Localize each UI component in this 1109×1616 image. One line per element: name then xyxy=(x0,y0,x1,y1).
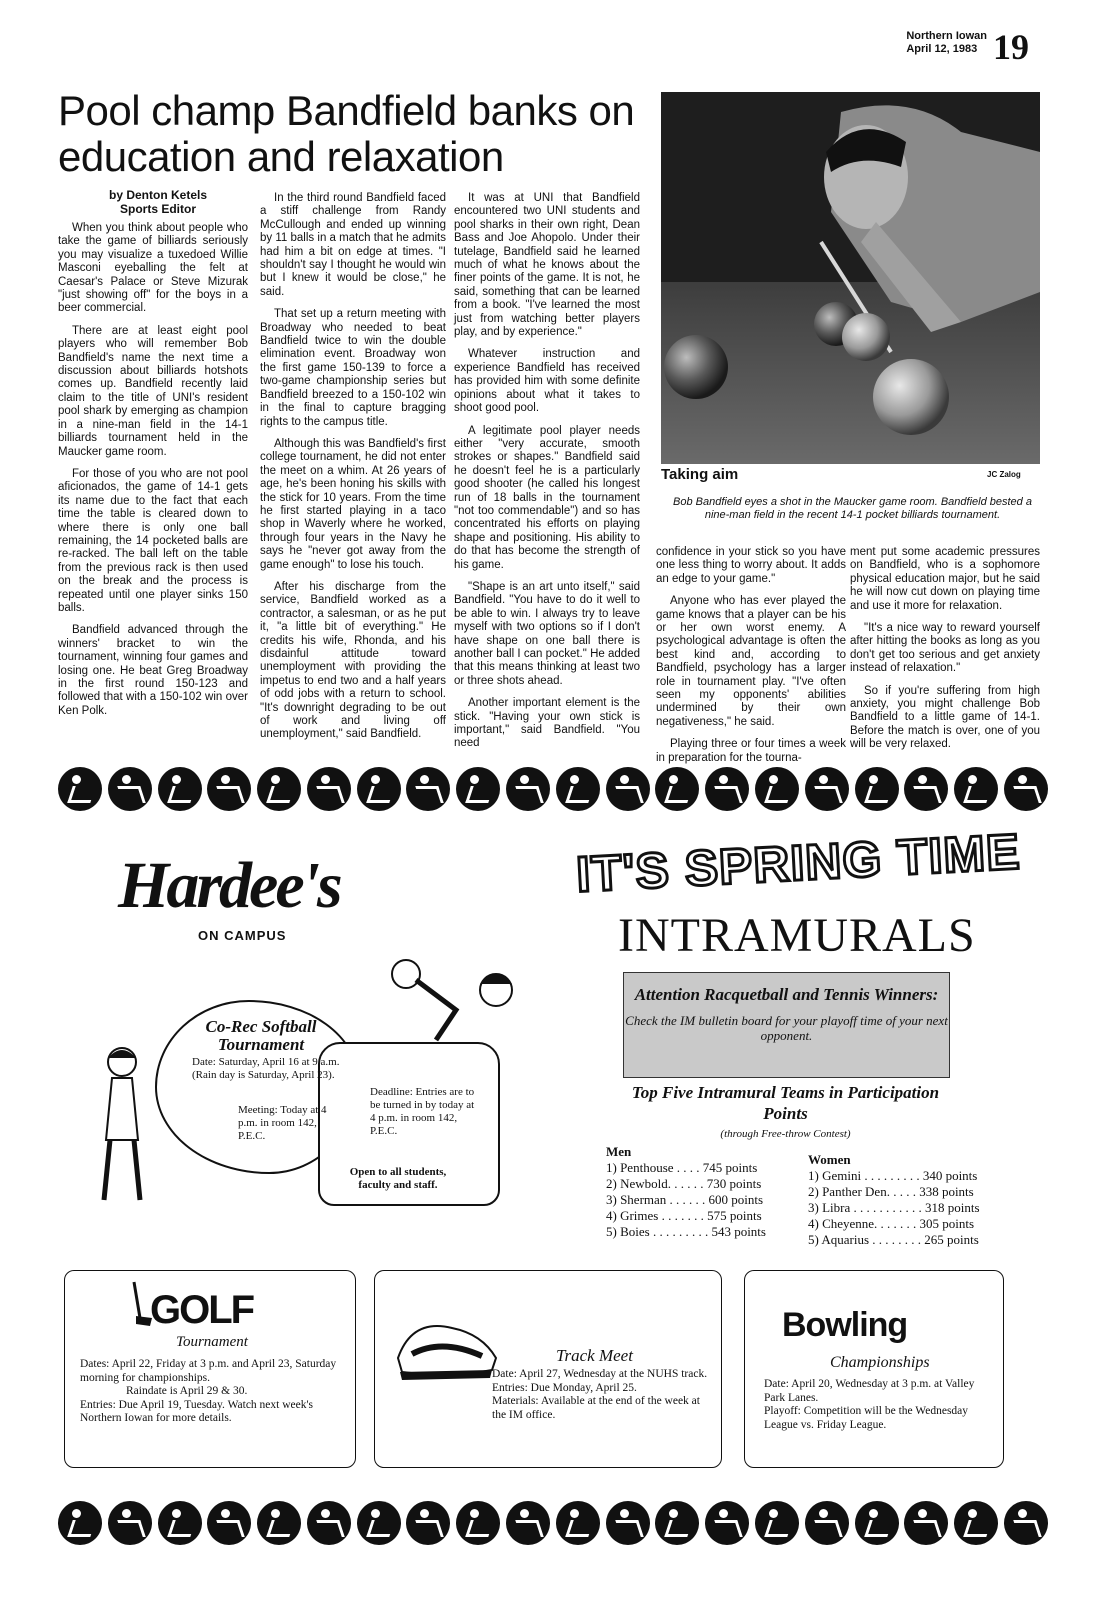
sport-icon xyxy=(606,767,650,811)
sport-icon xyxy=(755,1501,799,1545)
article-column-2 xyxy=(260,192,446,751)
golf-title: GOLF xyxy=(150,1288,254,1332)
sport-icon xyxy=(108,767,152,811)
paragraph: "It's a nice way to reward yourself after hitting the books as long as you don't get too serious and get anxiety instead of relaxation." xyxy=(850,622,1040,675)
sport-icon xyxy=(158,1501,202,1545)
sport-icon xyxy=(904,767,948,811)
sport-icon xyxy=(855,1501,899,1545)
sport-icon xyxy=(606,1501,650,1545)
golf-raindate: Raindate is April 29 & 30. xyxy=(126,1385,248,1397)
sport-icon xyxy=(58,1501,102,1545)
billiards-player-image xyxy=(661,92,1040,464)
byline-name: by Denton Ketels xyxy=(108,188,207,202)
golf-entries: Entries: Due April 19, Tuesday. Watch next week's Northern Iowan for more details. xyxy=(80,1398,314,1424)
sport-icon xyxy=(257,1501,301,1545)
notice-heading: Attention Racquetball and Tennis Winners: xyxy=(634,985,939,1004)
golf-details xyxy=(80,1358,342,1426)
sport-icon xyxy=(556,1501,600,1545)
sport-icon xyxy=(456,1501,500,1545)
bowling-details xyxy=(764,1378,990,1432)
paragraph: So if you're suffering from high anxiety, you might challenge Bob Bandfield to a little game of 14-1. Before the match is over, one of you will be very relaxed. xyxy=(850,684,1040,751)
racquetball-notice xyxy=(623,972,950,1078)
standing-row: 5) Aquarius . . . . . . . . 265 points xyxy=(808,1232,979,1247)
softball-title: Co-Rec Softball Tournament xyxy=(205,1017,317,1054)
sports-icon-strip-bottom xyxy=(58,1492,1048,1554)
top-five-subtitle: (through Free-throw Contest) xyxy=(720,1128,851,1140)
sport-icon xyxy=(805,767,849,811)
standing-row: 4) Cheyenne. . . . . . . 305 points xyxy=(808,1216,975,1231)
paper-name: Northern Iowan xyxy=(906,30,987,42)
top-five-title: Top Five Intramural Teams in Participation Points xyxy=(631,1083,940,1123)
sport-icon xyxy=(307,767,351,811)
standing-row: 3) Libra . . . . . . . . . . . 318 points xyxy=(808,1200,980,1215)
paragraph: That set up a return meeting with Broadway who needed to beat Bandfield twice to win the double elimination event. Broadway won the first game 150-139 to force a two-game championship series but Bandfield breezed to a 150-102 win in the final to capture bragging rights to the campus title. xyxy=(260,308,446,428)
sport-icon xyxy=(1004,767,1048,811)
sport-icon xyxy=(257,767,301,811)
softball-deadline: Deadline: Entries are to be turned in by today at 4 p.m. in room 142, P.E.C. xyxy=(370,1086,475,1137)
sport-icon xyxy=(207,767,251,811)
sport-icon xyxy=(556,767,600,811)
photo-credit: JC Zalog xyxy=(987,470,1021,479)
bowling-title: Bowling xyxy=(782,1306,908,1344)
paragraph: It was at UNI that Bandfield encountered two UNI students and pool sharks in their own right, Dean Bass and Joe Ahopolo. Under their tutelage, Bandfield said he learned much of what he knows about the finer points of the game. It is not, he said, something that can be learned from a book. "I've learned the most just from watching better players play, and by experience." xyxy=(454,192,640,339)
paragraph: When you think about people who take the game of billiards seriously you may visualize a tuxedoed Willie Masconi eyeballing the felt at Caesar's Palace or Steve Mizurak "just showing off" for the boys in a beer commercial. xyxy=(58,222,248,315)
standing-row: 2) Newbold. . . . . . 730 points xyxy=(606,1176,762,1191)
hardees-logo: Hardee's xyxy=(118,849,340,922)
sport-icon xyxy=(506,1501,550,1545)
photo-caption: Bob Bandfield eyes a shot in the Maucker game room. Bandfield bested a nine-man field in the recent 14-1 pocket billiards tournament. xyxy=(673,496,1032,521)
track-entries: Entries: Due Monday, April 25. xyxy=(492,1381,637,1394)
billiards-photo xyxy=(661,92,1040,464)
sport-icon xyxy=(108,1501,152,1545)
paragraph: ment put some academic pressures on Bandfield, who is a sophomore physical education major, but he said he will now cut down on playing time and use it more for relaxation. xyxy=(850,546,1040,612)
softball-meeting: Meeting: Today at 4 p.m. in room 142, P.E.C. xyxy=(238,1104,327,1142)
article-column-1 xyxy=(58,222,248,727)
men-label: Men xyxy=(606,1144,632,1159)
golf-dates: Dates: April 22, Friday at 3 p.m. and April 23, Saturday morning for championships. xyxy=(80,1358,337,1384)
standing-row: 3) Sherman . . . . . . 600 points xyxy=(606,1192,764,1207)
women-standings xyxy=(808,1152,998,1248)
headline: Pool champ Bandfield banks on education and relaxation xyxy=(58,87,635,180)
softball-player-icon xyxy=(92,1040,152,1210)
article-column-3 xyxy=(454,192,640,760)
paragraph: Whatever instruction and experience Bandfield has received has provided him with some definite opinions about what it takes to shoot good pool. xyxy=(454,348,640,415)
sport-icon xyxy=(307,1501,351,1545)
standing-row: 4) Grimes . . . . . . . 575 points xyxy=(606,1208,762,1223)
photo-title: Taking aim xyxy=(661,466,739,483)
paragraph: A legitimate pool player needs either "very accurate, smooth strokes or shapes." Bandfield said he doesn't feel he is a particularly good shooter (he called his longest run of 18 balls in the tournament "not too commendable") and so has concentrated his efforts on playing shape and positioning. His ability to do that has become the strength of his game. xyxy=(454,424,640,571)
softball-date: Date: Saturday, April 16 at 9 a.m. (Rain day is Saturday, April 23). xyxy=(192,1056,340,1081)
paragraph: Bandfield advanced through the winners' bracket to win the tournament, winning four games and losing one. He beat Greg Broadway in the first round 150-123 and followed that with a 150-102 win over Ken Polk. xyxy=(58,624,248,717)
standing-row: 5) Boies . . . . . . . . . 543 points xyxy=(606,1224,766,1239)
issue-date: April 12, 1983 xyxy=(906,43,978,55)
paragraph: "Shape is an art unto itself," said Bandfield. "You have to do it well to be able to win. I always try to leave myself with two options so if I don't have shape on one ball there is another ball I can pocket." He added that this means thinking at least two or three shots ahead. xyxy=(454,580,640,687)
article-column-5 xyxy=(850,546,1040,761)
sport-icon xyxy=(655,1501,699,1545)
sport-icon xyxy=(357,1501,401,1545)
sport-icon xyxy=(506,767,550,811)
spring-time-banner: IT'S SPRING TIME xyxy=(574,823,1022,903)
men-standings xyxy=(606,1144,786,1240)
sport-icon xyxy=(805,1501,849,1545)
sport-icon xyxy=(855,767,899,811)
paragraph: Playing three or four times a week in preparation for the tourna- xyxy=(656,738,846,764)
masthead xyxy=(906,27,1029,67)
byline-title: Sports Editor xyxy=(119,202,196,216)
sport-icon xyxy=(406,767,450,811)
sport-icon xyxy=(755,767,799,811)
page-number: 19 xyxy=(993,27,1029,67)
byline xyxy=(58,188,258,216)
track-materials: Materials: Available at the end of the week at the IM office. xyxy=(492,1395,700,1421)
article-column-4 xyxy=(656,546,846,774)
paragraph: There are at least eight pool players who will remember Bob Bandfield's name the next time a discussion about billiards hotshots comes up. Bandfield recently laid claim to the title of UNI's resident pool shark by emerging as champion in a nine-man field in the 14-1 billiards tournament held in the Maucker game room. xyxy=(58,324,248,458)
paragraph: Another important element is the stick. "Having your own stick is important," said Bandfield. "You need xyxy=(454,697,640,750)
paragraph: For those of you who are not pool aficionados, the game of 14-1 gets its name due to the fact that each time the table is cleared down to where there is only one ball remaining, the 14 pocketed balls are re-racked. The ball left on the table from the previous rack is then used on the break and the process is repeated until one player sinks 150 balls. xyxy=(58,467,248,614)
sport-icon xyxy=(954,767,998,811)
sport-icon xyxy=(357,767,401,811)
women-label: Women xyxy=(808,1152,851,1167)
sport-icon xyxy=(58,767,102,811)
sport-icon xyxy=(158,767,202,811)
sport-icon xyxy=(954,1501,998,1545)
sport-icon xyxy=(705,767,749,811)
sport-icon xyxy=(456,767,500,811)
paragraph: After his discharge from the service, Bandfield worked as a contractor, a salesman, or as he put it, "a little bit of everything." He credits his wife, Rhonda, and his disdainful attitude toward unemployment with providing the impetus to end two and a half years of odd jobs with a return to school. "It's downright degrading to be out of work and living off unemployment," said Bandfield. xyxy=(260,580,446,741)
bowling-date: Date: April 20, Wednesday at 3 p.m. at Valley Park Lanes. xyxy=(764,1378,975,1404)
sport-icon xyxy=(655,767,699,811)
standing-row: 2) Panther Den. . . . . 338 points xyxy=(808,1184,974,1199)
notice-body: Check the IM bulletin board for your playoff time of your next opponent. xyxy=(625,1013,948,1043)
track-title: Track Meet xyxy=(556,1346,633,1365)
standing-row: 1) Gemini . . . . . . . . . 340 points xyxy=(808,1168,978,1183)
paragraph: confidence in your stick so you have one less thing to worry about. It adds an edge to your game." xyxy=(656,546,846,585)
track-details xyxy=(492,1368,712,1422)
track-shoe-icon xyxy=(392,1298,502,1388)
paragraph: Anyone who has ever played the game knows that a player can be his or her own worst enemy. A psychological advantage is often the best kind and, according to Bandfield, psychology has a larger role in tournament play. "I've often seen my opponents' abilities undermined by their own negativeness," he said. xyxy=(656,595,846,728)
golf-subtitle: Tournament xyxy=(176,1334,248,1350)
sport-icon xyxy=(207,1501,251,1545)
track-date: Date: April 27, Wednesday at the NUHS track. xyxy=(492,1368,708,1380)
standing-row: 1) Penthouse . . . . 745 points xyxy=(606,1160,758,1175)
intramurals-heading: INTRAMURALS xyxy=(618,909,976,962)
bowling-subtitle: Championships xyxy=(830,1354,930,1371)
paragraph: In the third round Bandfield faced a stiff challenge from Randy McCullough and ended up winning by 11 balls in a match that he admits had him a bit on edge at times. "I shouldn't say I thought he would win but I knew it would be close," he said. xyxy=(260,192,446,298)
sport-icon xyxy=(705,1501,749,1545)
paragraph: Although this was Bandfield's first college tournament, he did not enter the meet on a whim. At 26 years of age, he's been honing his skills with the stick for 10 years. From the time he first started playing in a taco shop in Waverly where he worked, through four years in the Navy he says he "never got away from the game enough" to lose his touch. xyxy=(260,437,446,571)
hardees-subtitle: ON CAMPUS xyxy=(198,928,287,943)
sport-icon xyxy=(1004,1501,1048,1545)
sports-icon-strip-top xyxy=(58,758,1048,820)
sport-icon xyxy=(406,1501,450,1545)
sport-icon xyxy=(904,1501,948,1545)
softball-open: Open to all students, faculty and staff. xyxy=(349,1166,447,1191)
bowling-playoff: Playoff: Competition will be the Wednesday League vs. Friday League. xyxy=(764,1405,969,1431)
